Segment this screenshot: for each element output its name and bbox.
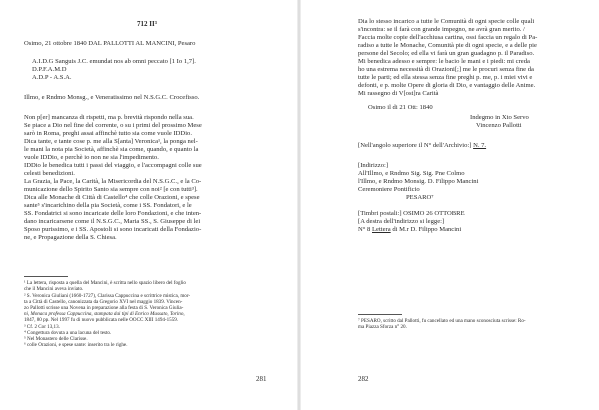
text-line: s'incontra: se il farà con grande impegno, ne avrà gran merito. / — [358, 26, 525, 33]
address-city: PESARO⁷ — [406, 194, 434, 201]
letter-ref-prefix: N° 8 — [358, 226, 372, 233]
text-line: Faccia molte copie dell'acchiusa cartina, ossi faccia un regalo di Pa- — [358, 34, 538, 41]
text-line: Dica tante, e tante cose p. me alla S[anta] Veronica¹, la ponga nel- — [24, 138, 198, 145]
text-line: SS. Fondatrici si sono incaricate delle loro Fondazioni, e che inten- — [24, 210, 202, 217]
address-note: [A destra dell'indirizzo si legge:] — [358, 218, 445, 225]
text-line: celesti benedizioni. — [24, 170, 75, 177]
text-line: IDDio le benedica tutti i passi del viaggio, e l'accompagni colle sue — [24, 162, 202, 169]
footnote: che il Mancini aveva inviato. — [24, 286, 84, 292]
text-line: A.I.D.G Sanguis J.C. emundat nos ab omni peccato [1 Io 1,7]. — [32, 58, 196, 65]
text-line: A.D.P - A.S.A. — [32, 74, 72, 81]
page-number: 282 — [358, 375, 369, 383]
text-line: La Grazia, la Pace, la Carità, la Misericordia del N.S.G.C., e la Co- — [24, 178, 202, 185]
letter-reference — [358, 226, 461, 234]
page-number: 281 — [256, 375, 267, 383]
text-line: Mi benedica adesso e sempre: le bacio le mani e i piedi: mi creda — [358, 58, 530, 65]
text-line: municazione dello Spirito Santo sia sempre con noi² [e con tutti³]. — [24, 186, 198, 193]
footnote: zo Pallotti scrisse una Novena in preparazione alla festa di S. Veronica Giulia- — [24, 305, 184, 311]
right-page — [300, 0, 599, 410]
page-header: 712 II³ — [137, 20, 157, 28]
archive-note-text: [Nell'angolo superiore il N° dell'Archivio:] — [358, 142, 472, 149]
footnote: ⁴ Congettura dovuta a una lacuna del testo. — [24, 330, 112, 336]
text-line: Non p[er] mancanza di rispetti, ma p. brevità rispondo nella sua. — [24, 114, 194, 121]
footnote: ³ Cf. 2 Cor 13,13. — [24, 324, 60, 330]
address-line: [Indirizzo:] — [358, 162, 389, 169]
text-line: D.P.F.A.M.D — [32, 66, 67, 73]
footnote: 1847, 80 pp. Nel 1997 fu di nuovo pubblicata nelle OOCC XIII 1494-1559. — [24, 317, 179, 323]
text-line: Dia lo stesso incarico a tutte le Comunità di ogni specie colle quali — [358, 18, 535, 25]
footnote-rule — [24, 276, 68, 277]
footnote: ma Piazza Sforza n° 20. — [358, 324, 407, 330]
signature-name: Vincenzo Pallotti — [476, 122, 522, 129]
text-line: dano incaricarsene come il N.S.G.C., Maria SS., S. Giuseppe di lei — [24, 218, 201, 225]
archive-note — [358, 142, 486, 150]
text-line: Dica alle Monache di Città di Castello⁴ che colle Orazioni, e spese — [24, 194, 200, 201]
address-line: Ceremoniere Pontificio — [358, 186, 420, 193]
footnote: ¹ La lettera, risposta a quella del Mancini, è scritta nello spazio libero del foglio — [24, 280, 186, 286]
place-date: Osimo il di 21 Ott: 1840 — [368, 104, 433, 111]
letter-heading: Osimo, 21 ottobre 1840 DAL PALLOTTI AL MANCINI, Pesaro — [24, 40, 196, 47]
footnote: ⁷ PESARO, scritto dal Pallotti, fu cancellato ed una mano sconosciuta scrisse: Ro- — [358, 318, 526, 324]
salutation: Illmo, e Rndmo Monsg., e Veneratissimo nel N.S.G.C. Crocefisso. — [24, 94, 200, 101]
address-line: All'Illmo, e Rndmo Sig. Sig. Pne Colmo — [358, 170, 465, 177]
text-line: sarò in Roma, preghi assai affinchè tutto sia come vuole IDDio. — [24, 130, 192, 137]
text-line: ho una estrema necessità di Orazioni[;] me le procuri senza fine da — [358, 66, 534, 73]
postal-stamps: [Timbri postali:] OSIMO 26 OTTOBRE — [358, 210, 465, 217]
text-line: tutte le parti; ed ella stessa senza fine preghi p. me, p. i miei vivi e — [358, 74, 533, 81]
text-line: vuole IDDio, e perchè io non ne sia l'impedimento. — [24, 154, 159, 161]
left-page — [0, 0, 299, 410]
footnote-rule — [358, 314, 402, 315]
text-line: Mi rassegno di V[ost]ra Carità — [358, 90, 439, 97]
footnote: ta a Città di Castello, canonizzata da Gregorio XVI nel maggio 1839. Vincen- — [24, 299, 183, 305]
text-line: defonti, e p. molte Opere di gloria di Dio, e vantaggio delle Anime. — [358, 82, 536, 89]
address-line: l'Illmo, e Rndmo Monsig. D. Filippo Mancini — [358, 178, 479, 185]
footnote: ⁵ Nel Monastero delle Clarisse. — [24, 336, 88, 342]
footnote: ⁶ colle Orazioni, e spese sante: inserito tra le righe. — [24, 342, 128, 348]
text-line: ne, e Propagazione della S. Chiesa. — [24, 234, 117, 241]
text-line: Sposo purissimo, e i SS. Apostoli si sono incaricati della Fondazio- — [24, 226, 202, 233]
text-line: sante⁵ s'incarichino della pia Società, come i SS. Fondatori, e le — [24, 202, 192, 209]
text-line: Se piace a Dio nel fine del corrente, o su i primi del prossimo Mese — [24, 122, 202, 129]
text-line: le mani la nota pia Società, affinchè sia come, quando, e quanto la — [24, 146, 199, 153]
signature-line: Indegmo in Xto Servo — [470, 114, 529, 121]
archive-number: N. 7. — [473, 142, 487, 149]
letter-ref-word: Lettera — [372, 226, 391, 233]
footnote: ² S. Veronica Giuliani (1660-1727), Clarissa Cappuccina e scrittrice mistica, mor- — [24, 293, 191, 299]
text-line: persone del Secolo; ed ella vi farà un gran guadagno p. il Paradiso. — [358, 50, 535, 57]
footnote: ni, Monaca professa Cappuccina, stampata dai tipi di Enrico Mussato, Torino, — [24, 311, 185, 317]
text-line: radiso a tutte le Monache, Comunità pie di ogni specie, e a delle pie — [358, 42, 537, 49]
letter-ref-suffix: di M.r D. Filippo Mancini — [390, 226, 462, 233]
